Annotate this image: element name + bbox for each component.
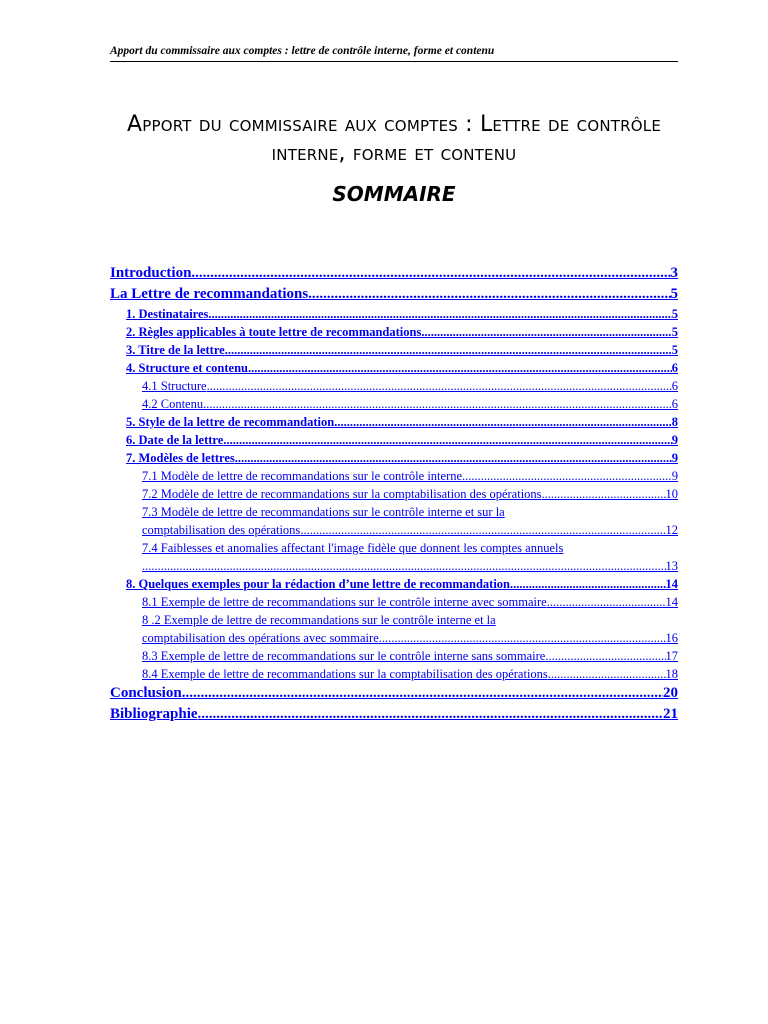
toc-leader <box>207 377 672 395</box>
toc-page: 10 <box>665 487 678 501</box>
toc-page: 16 <box>665 631 678 645</box>
toc-page: 14 <box>665 595 678 609</box>
toc-link-quelques-exemples[interactable] <box>110 575 678 593</box>
toc-link-modele-controle-interne[interactable] <box>110 467 678 485</box>
toc-label: 8.4 Exemple de lettre de recommandations sur la comptabilisation des opérations <box>142 667 548 681</box>
toc-leader <box>248 359 672 377</box>
toc-leader <box>142 557 666 575</box>
toc-leader <box>379 629 666 647</box>
toc-page: 5 <box>671 307 678 321</box>
toc-link-lettre-de-recommandations[interactable] <box>110 284 678 305</box>
toc-leader <box>421 323 671 341</box>
toc-link-conclusion[interactable] <box>110 683 678 704</box>
toc-page: 6 <box>671 379 678 393</box>
toc-leader <box>208 305 671 323</box>
header-rule <box>110 61 678 62</box>
toc-label: La Lettre de recommandations <box>110 286 309 302</box>
toc-link-date-de-la-lettre[interactable] <box>110 431 678 449</box>
toc-label: Introduction <box>110 265 192 281</box>
toc-label: 5. Style de la lettre de recommandation <box>126 415 335 429</box>
toc-label: 4.1 Structure <box>142 379 207 393</box>
summary-heading: SOMMAIRE <box>332 182 456 206</box>
toc-page: 3 <box>670 265 678 281</box>
toc-page: 6 <box>671 397 678 411</box>
toc-label-line-2: comptabilisation des opérations <box>142 523 301 537</box>
toc-label: 6. Date de la lettre <box>126 433 224 447</box>
toc-label: 1. Destinataires <box>126 307 209 321</box>
toc-page: 17 <box>665 649 678 663</box>
toc-page: 21 <box>663 706 678 722</box>
toc-label: 8.3 Exemple de lettre de recommandations sur le contrôle interne sans sommaire <box>142 649 546 663</box>
toc-label: 4. Structure et contenu <box>126 361 248 375</box>
toc-label: 8. Quelques exemples pour la rédaction d’une lettre de recommandation <box>126 577 511 591</box>
toc-label: Conclusion <box>110 685 182 701</box>
toc-link-exemple-comptabilisation[interactable] <box>110 665 678 683</box>
toc-page: 6 <box>671 361 678 375</box>
toc-link-bibliographie[interactable] <box>110 704 678 725</box>
toc-page: 9 <box>671 433 678 447</box>
document-title <box>110 110 678 168</box>
document-title-line-2: interne, forme et contenu <box>271 141 517 166</box>
toc-link-regles-applicables[interactable] <box>110 323 678 341</box>
running-header: Apport du commissaire aux comptes : lettre de contrôle interne, forme et contenu <box>110 45 495 57</box>
toc-leader <box>510 575 665 593</box>
toc-page: 14 <box>665 577 678 591</box>
toc-leader <box>225 341 672 359</box>
toc-label: 7.1 Modèle de lettre de recommandations sur le contrôle interne <box>142 469 463 483</box>
document-title-line-1: Apport du commissaire aux comptes : Lettre de contrôle <box>126 112 662 137</box>
toc-link-introduction[interactable] <box>110 263 678 284</box>
toc-page: 8 <box>671 415 678 429</box>
toc-leader <box>334 413 672 431</box>
toc-label: 4.2 Contenu <box>142 397 204 411</box>
toc-link-faiblesses-et-anomalies[interactable] <box>110 539 678 575</box>
toc-link-exemple-avec-sommaire[interactable] <box>110 593 678 611</box>
toc-link-exemple-sans-sommaire[interactable] <box>110 647 678 665</box>
toc-leader <box>203 395 672 413</box>
toc-leader <box>300 521 665 539</box>
toc-leader <box>462 467 672 485</box>
toc-page: 5 <box>671 343 678 357</box>
toc-label-line-2-row <box>142 557 678 575</box>
toc-label: 3. Titre de la lettre <box>126 343 225 357</box>
toc-link-destinataires[interactable] <box>110 305 678 323</box>
table-of-contents <box>110 263 678 725</box>
toc-label: 8.1 Exemple de lettre de recommandations sur le contrôle interne avec sommaire <box>142 595 547 609</box>
toc-leader <box>547 593 666 611</box>
toc-leader <box>182 683 663 704</box>
toc-label: 7. Modèles de lettres <box>126 451 235 465</box>
toc-page: 18 <box>665 667 678 681</box>
toc-leader <box>198 704 663 725</box>
toc-link-exemple-controle-et-comptabilisation[interactable] <box>110 611 678 647</box>
toc-link-titre-de-la-lettre[interactable] <box>110 341 678 359</box>
toc-link-structure-et-contenu[interactable] <box>110 359 678 377</box>
toc-label-line-2-row <box>142 521 678 539</box>
toc-label-line-2-row <box>142 629 678 647</box>
toc-link-modeles-de-lettres[interactable] <box>110 449 678 467</box>
toc-link-modele-controle-interne-et-comptabilisation[interactable] <box>110 503 678 539</box>
toc-label: 2. Règles applicables à toute lettre de recommandations <box>126 325 422 339</box>
toc-leader <box>542 485 666 503</box>
toc-label: Bibliographie <box>110 706 198 722</box>
toc-page: 20 <box>663 685 678 701</box>
toc-link-contenu[interactable] <box>110 395 678 413</box>
toc-page: 13 <box>665 559 678 573</box>
toc-label-line-2: comptabilisation des opérations avec sommaire <box>142 631 379 645</box>
toc-leader <box>191 263 670 284</box>
toc-leader <box>308 284 670 305</box>
toc-leader <box>223 431 671 449</box>
toc-page: 5 <box>671 325 678 339</box>
toc-leader <box>548 665 666 683</box>
toc-page: 9 <box>671 451 678 465</box>
toc-link-structure[interactable] <box>110 377 678 395</box>
toc-leader <box>235 449 672 467</box>
toc-label-line-1: 7.4 Faiblesses et anomalies affectant l'image fidèle que donnent les comptes annuels <box>142 541 564 555</box>
toc-label-line-1: 8 .2 Exemple de lettre de recommandations sur le contrôle interne et la <box>142 613 496 627</box>
toc-leader <box>545 647 665 665</box>
toc-link-style-de-la-lettre[interactable] <box>110 413 678 431</box>
toc-link-modele-comptabilisation[interactable] <box>110 485 678 503</box>
toc-page: 5 <box>670 286 678 302</box>
toc-label: 7.2 Modèle de lettre de recommandations sur la comptabilisation des opérations <box>142 487 542 501</box>
toc-page: 9 <box>671 469 678 483</box>
toc-page: 12 <box>665 523 678 537</box>
toc-label-line-1: 7.3 Modèle de lettre de recommandations sur le contrôle interne et sur la <box>142 505 505 519</box>
